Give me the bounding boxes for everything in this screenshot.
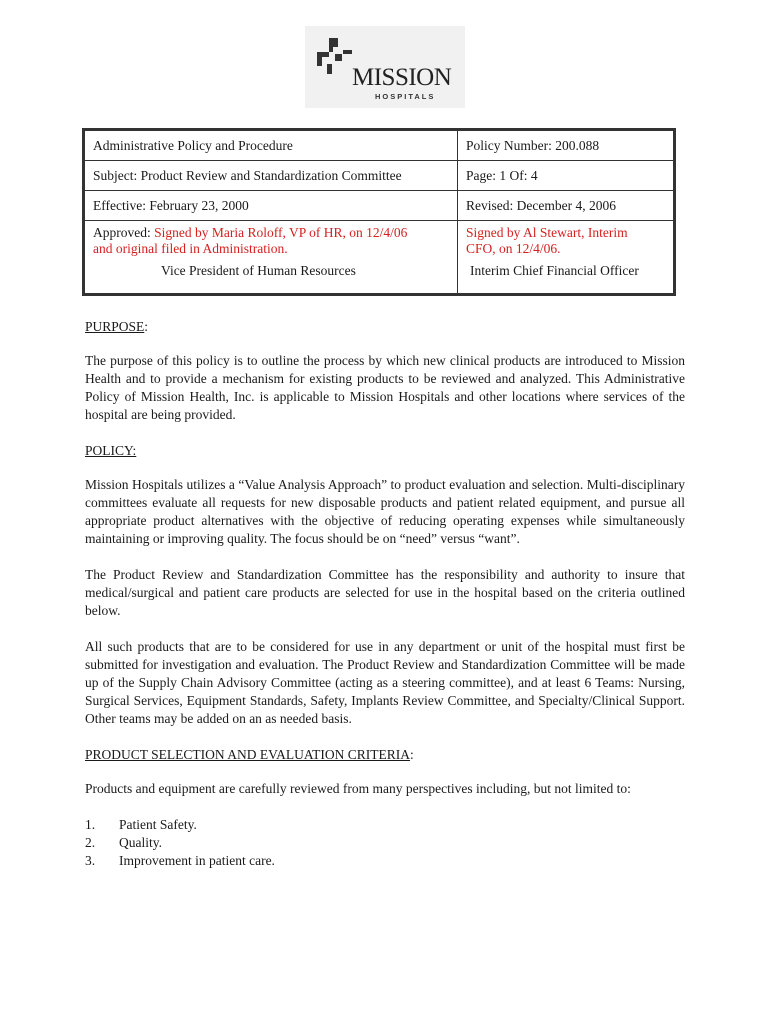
purpose-heading-colon: : [144, 319, 149, 334]
purpose-heading [85, 318, 685, 336]
list-item-text: Patient Safety. [119, 817, 197, 832]
approved-signature-line-1: Signed by Maria Roloff, VP of HR, on 12/4/06 [154, 225, 408, 240]
logo-wordmark: MISSION [352, 64, 452, 91]
mission-cross-logo-icon [313, 36, 357, 80]
list-item [85, 816, 685, 834]
policy-type: Administrative Policy and Procedure [85, 131, 458, 161]
list-item-number: 2. [85, 835, 96, 850]
list-item-number: 1. [85, 817, 96, 832]
purpose-heading-text: PURPOSE [85, 319, 145, 334]
policy-paragraph-3: All such products that are to be considered for use in any department or unit of the hospital must first be submitted for investigation and evaluation. The Product Review and Standardization Committee will be made up of the Supply Chain Advisory Committee (acting as a steering committee), and at least 6 Teams: Nursing, Surgical Services, Equipment Standards, Safety, Implants Review Committee, and Specialty/Clinical Support. Other teams may be added on an as needed basis. [85, 639, 685, 726]
approved-signature-line-2: and original filed in Administration. [93, 241, 288, 256]
revised-date: Revised: December 4, 2006 [458, 191, 674, 221]
cfo-signature-line-1: Signed by Al Stewart, Interim [466, 225, 628, 240]
policy-subject: Subject: Product Review and Standardization Committee [85, 161, 458, 191]
approval-cell [85, 221, 458, 294]
approved-label: Approved: [93, 225, 155, 240]
criteria-heading-text: PRODUCT SELECTION AND EVALUATION CRITERIA [85, 747, 411, 762]
policy-heading: POLICY: [85, 443, 137, 458]
approver-title: Vice President of Human Resources [161, 263, 356, 278]
policy-number: Policy Number: 200.088 [458, 131, 674, 161]
criteria-heading [85, 746, 685, 764]
cfo-signature-line-2: CFO, on 12/4/06. [466, 241, 561, 256]
policy-header-table [83, 129, 675, 295]
mission-logo [305, 26, 465, 108]
cfo-approval-cell [458, 221, 674, 294]
list-item-text: Quality. [119, 835, 162, 850]
policy-paragraph-1: Mission Hospitals utilizes a “Value Analysis Approach” to product evaluation and selection. Multi-disciplinary committees evaluate all requests for new disposable products and patient related equipment, and pursue all appropriate product alternatives with the objective of reducing operating expenses while simultaneously maintaining or improving quality. The focus should be on “need” versus “want”. [85, 477, 685, 546]
policy-paragraph-2: The Product Review and Standardization Committee has the responsibility and authority to insure that medical/surgical and patient care products are selected for use in the hospital based on the criteria outlined below. [85, 567, 685, 618]
policy-body [85, 318, 685, 870]
criteria-intro: Products and equipment are carefully reviewed from many perspectives including, but not limited to: [85, 781, 631, 796]
effective-date: Effective: February 23, 2000 [85, 191, 458, 221]
logo-subtitle: HOSPITALS [375, 92, 436, 101]
list-item [85, 834, 685, 852]
criteria-list [85, 816, 685, 870]
cfo-title: Interim Chief Financial Officer [470, 263, 639, 278]
criteria-heading-colon: : [410, 747, 414, 762]
list-item [85, 852, 685, 870]
list-item-number: 3. [85, 853, 96, 868]
page-count: Page: 1 Of: 4 [458, 161, 674, 191]
list-item-text: Improvement in patient care. [119, 853, 275, 868]
purpose-text: The purpose of this policy is to outline the process by which new clinical products are introduced to Mission Health and to provide a mechanism for existing products to be reviewed and analyzed. This Administrative Policy of Mission Health, Inc. is applicable to Mission Hospitals and other locations where services of the hospital are being provided. [85, 353, 685, 422]
